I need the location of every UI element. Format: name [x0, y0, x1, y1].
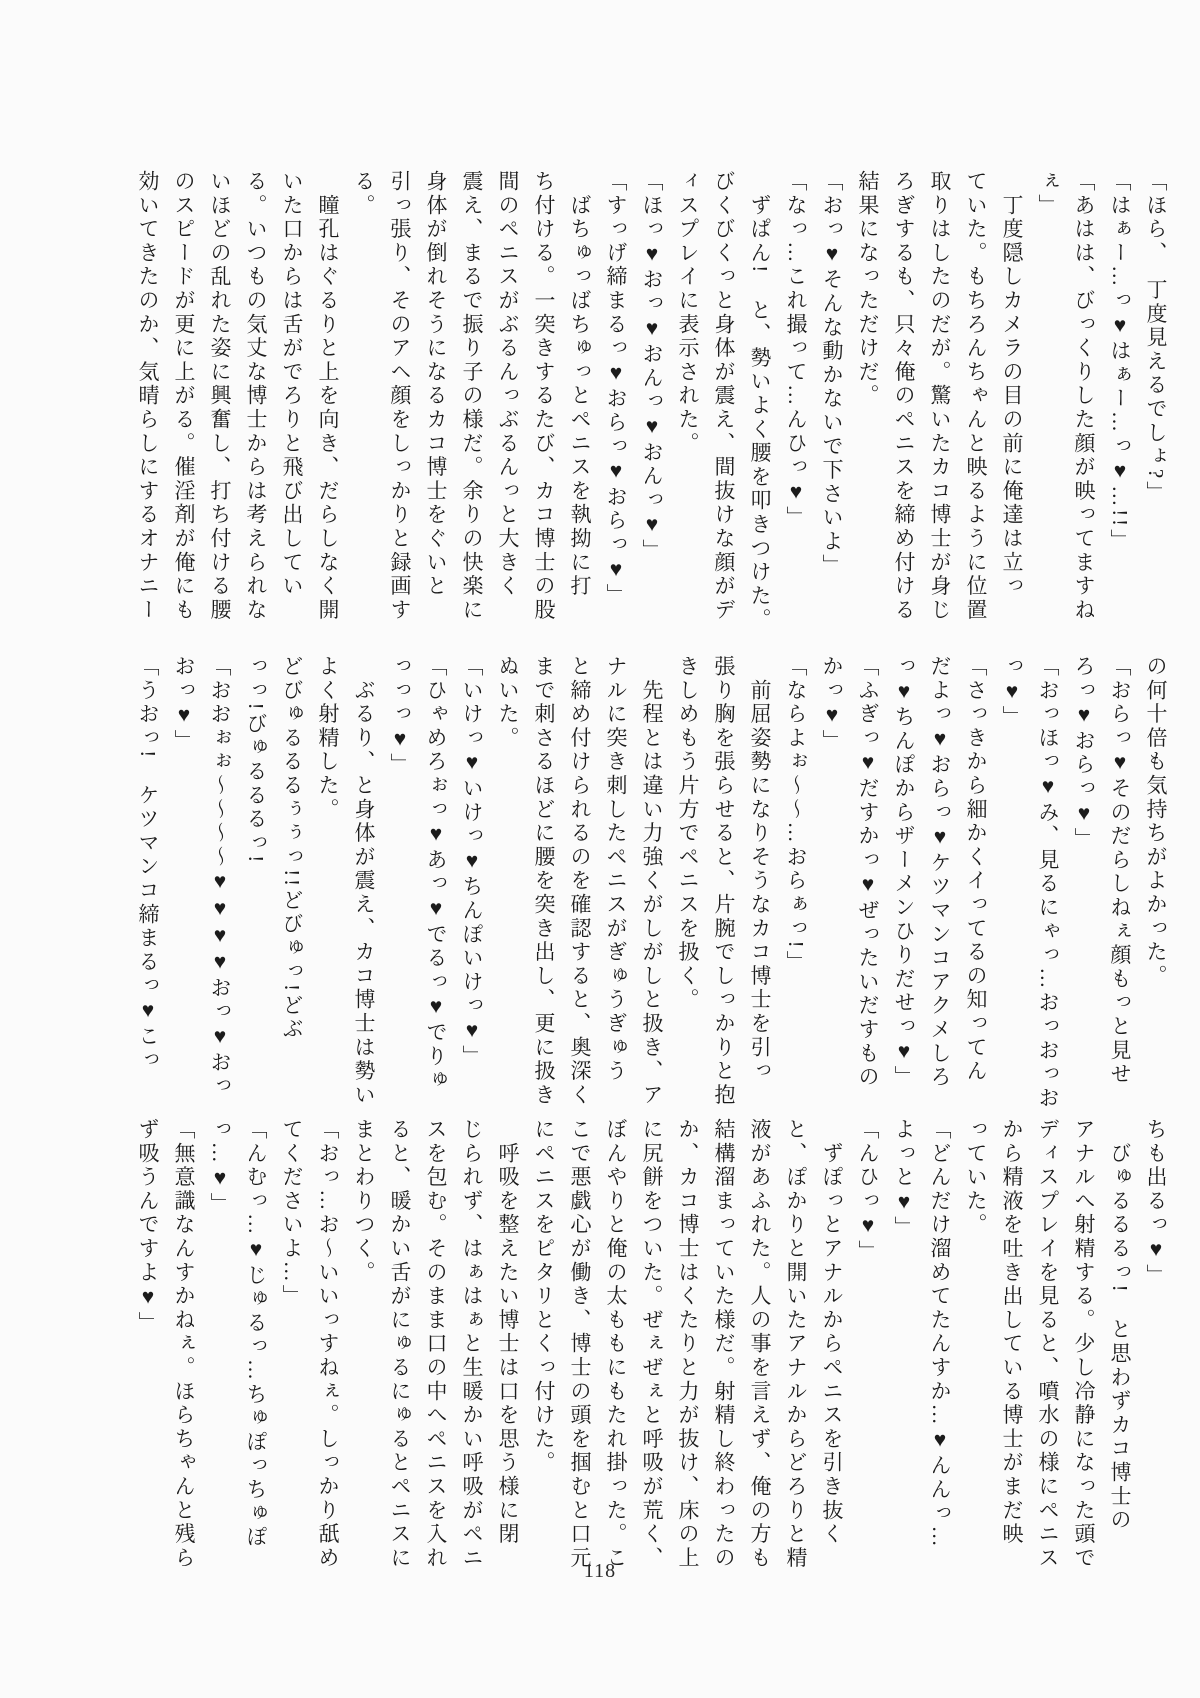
text-column: ると、暖かい舌がにゅるにゅるとペニスに — [388, 1118, 412, 1571]
text-column: と、ぽかりと開いたアナルからどろりと精 — [784, 1118, 808, 1571]
text-column: 「はぁー…っ♥はぁー…っ♥…!!」 — [1108, 170, 1132, 553]
text-band-top — [130, 170, 1174, 664]
text-column: 「おっ♥そんな動かないで下さいよ」 — [820, 170, 844, 578]
text-column: アナルへ射精する。少し冷静になった頭で — [1072, 1118, 1096, 1571]
text-column: 「すっげ締まるっ♥おらっ♥おらっ♥」 — [604, 170, 628, 608]
text-column: ィスプレイに表示された。 — [676, 170, 700, 456]
text-column: る。 — [352, 170, 376, 218]
text-column: 身体が倒れそうになるカコ博士をぐいと — [424, 170, 448, 599]
text-column: 「おおぉぉ〜〜〜〜♥♥♥♥おっ♥おっ — [208, 655, 232, 1099]
text-column: っていた。 — [964, 1118, 988, 1237]
text-column: いほどの乱れた姿に興奮し、打ち付ける腰 — [208, 170, 232, 623]
text-column: 震え、まるで振り子の様だ。余りの快楽に — [460, 170, 484, 623]
text-column: こで悪戯心が働き、博士の頭を掴むと口元 — [568, 1118, 592, 1571]
text-column: 引っ張り、そのアヘ顔をしっかりと録画す — [388, 170, 412, 623]
text-column: 「おらっ♥そのだらしねぇ顔もっと見せ — [1108, 655, 1132, 1087]
text-column: 「あはは、びっくりした顔が映ってますね — [1072, 170, 1096, 623]
text-column: ナルに突き刺したペニスがぎゅうぎゅう — [604, 655, 628, 1084]
text-column: 「どんだけ溜めてたんすか…♥んんっ… — [928, 1118, 952, 1550]
text-column: っ♥」 — [1000, 655, 1024, 730]
text-column: 「いけっ♥いけっ♥ちんぽいけっ♥」 — [460, 655, 484, 1069]
text-column: ぼんやりと俺の太ももにもたれ掛った。こ — [604, 1118, 628, 1571]
text-column: 「んひっ♥」 — [856, 1118, 880, 1264]
text-column: 先程とは違い力強くがしがしと扱き、ア — [640, 655, 664, 1108]
text-column: ばちゅっばちゅっとペニスを執拗に打 — [568, 170, 592, 599]
text-column: 「ほら、 丁度見えるでしょ?」 — [1144, 170, 1168, 505]
text-column: 「ふぎっ♥だすかっ♥ぜったいだすもの — [856, 655, 880, 1090]
text-column: る。いつもの気丈な博士からは考えられな — [244, 170, 268, 623]
text-column: いた口からは舌がでろりと飛び出してい — [280, 170, 304, 599]
page-number: 118 — [583, 1560, 617, 1582]
text-column: 結果になっただけだ。 — [856, 170, 880, 408]
text-column: ずぱん! と、勢いよく腰を叩きつけた。 — [748, 170, 772, 632]
text-column: おっ♥」 — [172, 655, 196, 754]
text-column: 「ほっ♥おっ♥おんっ♥おんっ♥」 — [640, 170, 664, 563]
text-column: 張り胸を張らせると、片腕でしっかりと抱 — [712, 655, 736, 1108]
text-column: っっ!びゅるるるっ! — [244, 655, 268, 865]
text-column: にペニスをピタリとくっ付けた。 — [532, 1118, 556, 1475]
text-column: てくださいよ…」 — [280, 1118, 304, 1309]
text-column: まとわりつく。 — [352, 1118, 376, 1285]
text-column: っっっ♥」 — [388, 655, 412, 777]
text-column: ぶるり、と身体が震え、カコ博士は勢い — [352, 655, 376, 1108]
text-column: ずぽっとアナルからペニスを引き抜く — [820, 1118, 844, 1547]
text-column: じられず、はぁはぁと生暖かい呼吸がペニ — [460, 1118, 484, 1571]
text-column: に尻餅をついた。ぜぇぜぇと呼吸が荒く、 — [640, 1118, 664, 1571]
text-column: 効いてきたのか、気晴らしにするオナニー — [136, 170, 160, 623]
text-column: ちも出るっ♥」 — [1144, 1118, 1168, 1288]
text-column: のスピードが更に上がる。催淫剤が俺にも — [172, 170, 196, 623]
text-column: ず吸うんですよ♥」 — [136, 1118, 160, 1336]
text-column: かっ♥」 — [820, 655, 844, 754]
text-column: びゅるるるっ! と思わずカコ博士の — [1108, 1118, 1132, 1533]
text-column: 「おっほっ♥み、見るにゃっ…おっおっお — [1036, 655, 1060, 1111]
text-column: どびゅるるるぅぅっ!!どびゅっ!どぶ — [280, 655, 304, 1042]
text-column: 「無意識なんすかねぇ。ほらちゃんと残ら — [172, 1118, 196, 1571]
text-column: 呼吸を整えたい博士は口を思う様に閉 — [496, 1118, 520, 1547]
text-column: よっと♥」 — [892, 1118, 916, 1240]
text-column: 「おっ…お〜いいっすねぇ。しっかり舐め — [316, 1118, 340, 1571]
text-column: 「さっきから細かくイってるの知ってん — [964, 655, 988, 1084]
text-column: っ♥ちんぽからザーメンひりだせっ♥」 — [892, 655, 916, 1090]
text-column: ぬいた。 — [496, 655, 520, 751]
text-column: ぇ」 — [1036, 170, 1060, 218]
text-column: ていた。もちろんちゃんと映るように位置 — [964, 170, 988, 623]
text-column: 取りはしたのだが。驚いたカコ博士が身じ — [928, 170, 952, 623]
text-column: まで刺さるほどに腰を突き出し、更に扱き — [532, 655, 556, 1108]
text-column: よく射精した。 — [316, 655, 340, 822]
text-column: 「ならよぉ〜〜…おらぁっ!」 — [784, 655, 808, 975]
text-column: 前屈姿勢になりそうなカコ博士を引っ — [748, 655, 772, 1084]
text-column: 瞳孔はぐるりと上を向き、だらしなく開 — [316, 170, 340, 623]
text-column: 「うおっ! ケツマンコ締まるっ♥こっ — [136, 655, 160, 1073]
text-column: から精液を吐き出している博士がまだ映 — [1000, 1118, 1024, 1547]
text-column: 結構溜まっていた様だ。射精し終わったの — [712, 1118, 736, 1571]
text-column: の何十倍も気持ちがよかった。 — [1144, 655, 1168, 989]
text-column: びくびくっと身体が震え、間抜けな顔がデ — [712, 170, 736, 623]
text-column: と締め付けられるのを確認すると、奥深く — [568, 655, 592, 1108]
text-column: 間のペニスがぶるんっぶるんっと大きく — [496, 170, 520, 599]
text-column: 「んむっ…♥じゅるっ…ちゅぽっちゅぽ — [244, 1118, 268, 1550]
text-column: 「なっ…これ撮って…んひっ♥」 — [784, 170, 808, 530]
text-column: っ…♥」 — [208, 1118, 232, 1217]
text-column: 液があふれた。人の事を言えず、俺の方も — [748, 1118, 772, 1571]
text-column: ろっ♥おらっ♥」 — [1072, 655, 1096, 852]
text-column: か、カコ博士はくたりと力が抜け、床の上 — [676, 1118, 700, 1571]
text-column: ろぎするも、只々俺のペニスを締め付ける — [892, 170, 916, 623]
text-column: 丁度隠しカメラの目の前に俺達は立っ — [1000, 170, 1024, 599]
text-column: スを包む。そのまま口の中へペニスを入れ — [424, 1118, 448, 1571]
text-band-middle — [130, 655, 1174, 1135]
text-column: だよっ♥おらっ♥ケツマンコアクメしろ — [928, 655, 952, 1090]
text-band-bottom — [130, 1118, 1174, 1598]
text-column: ち付ける。一突きするたび、カコ博士の股 — [532, 170, 556, 623]
text-column: 「ひゃめろぉっ♥あっ♥でるっ♥でりゅ — [424, 655, 448, 1093]
text-column: きしめもう片方でペニスを扱く。 — [676, 655, 700, 1012]
text-column: ディスプレイを見ると、噴水の様にペニス — [1036, 1118, 1060, 1571]
